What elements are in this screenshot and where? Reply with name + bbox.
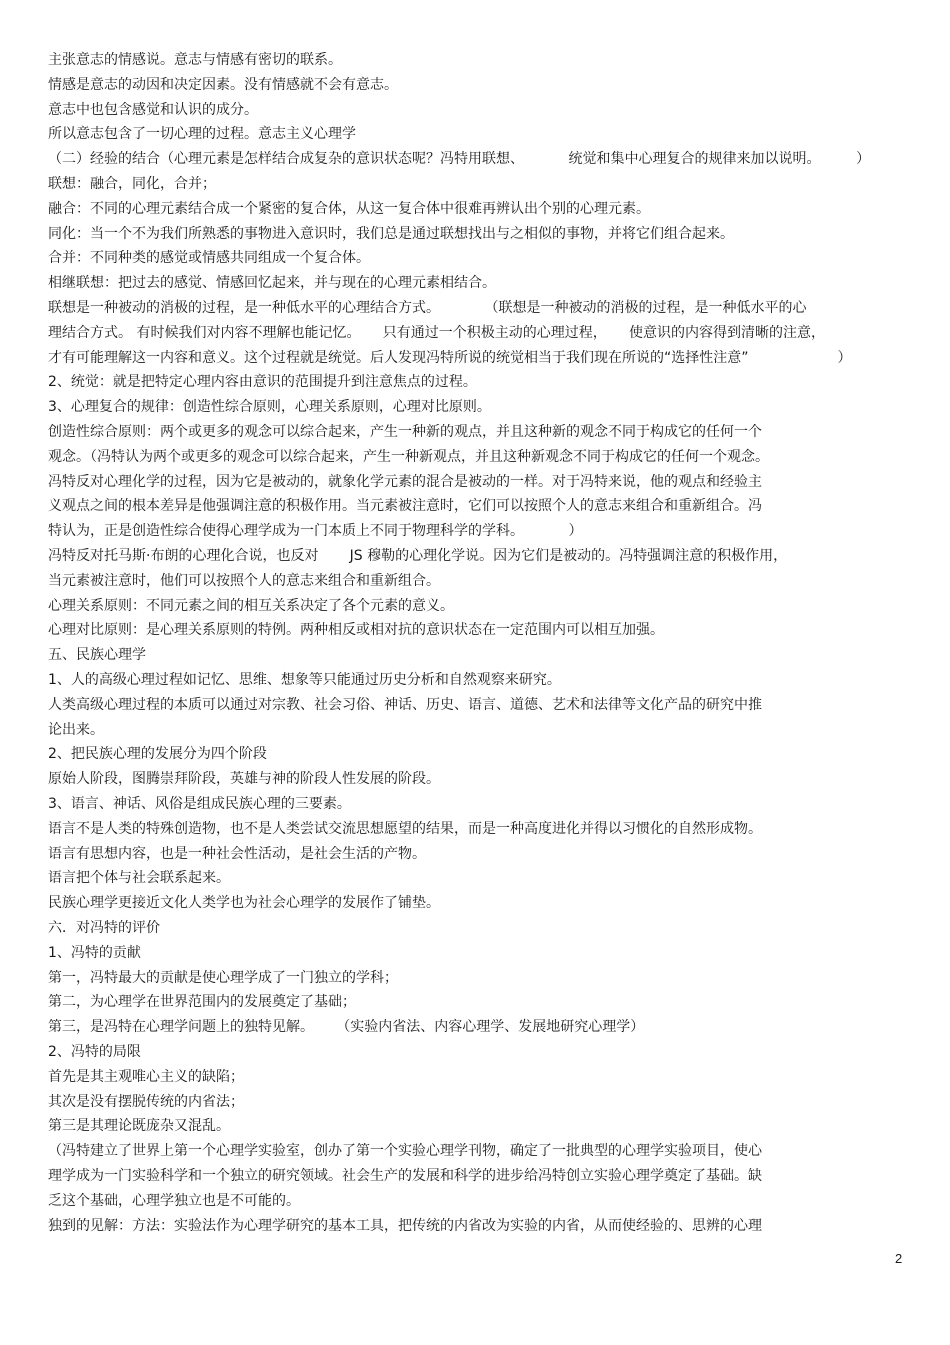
text-line: 论出来。: [48, 722, 104, 738]
text-line: 创造性综合原则：两个或更多的观念可以综合起来，产生一种新的观点，并且这种新的观念不同于构成它的任何一个: [48, 424, 762, 440]
text-line: 情感是意志的动因和决定因素。没有情感就不会有意志。: [48, 77, 398, 93]
text-line: 1、冯特的贡献: [48, 945, 141, 961]
text-line: 第一，冯特最大的贡献是使心理学成了一门独立的学科；: [48, 970, 398, 986]
text-line: 语言有思想内容，也是一种社会性活动，是社会生活的产物。: [48, 846, 426, 862]
text-line: 第三是其理论既庞杂又混乱。: [48, 1118, 230, 1134]
text-line: 所以意志包含了一切心理的过程。意志主义心理学: [48, 126, 356, 142]
text-line: 融合：不同的心理元素结合成一个紧密的复合体，从这一复合体中很难再辨认出个别的心理元素。: [48, 201, 650, 217]
text-line: 才有可能理解这一内容和意义。这个过程就是统觉。后人发现冯特所说的统觉相当于我们现在所说的“选择性注意” ）: [48, 350, 852, 366]
text-line: 观念。（冯特认为两个或更多的观念可以综合起来，产生一种新观点，并且这种新观念不同于构成它的任何一个观念。: [48, 449, 769, 465]
text-line: 当元素被注意时，他们可以按照个人的意志来组合和重新组合。: [48, 573, 440, 589]
text-line: 其次是没有摆脱传统的内省法；: [48, 1094, 244, 1110]
text-line: 人类高级心理过程的本质可以通过对宗教、社会习俗、神话、历史、语言、道德、艺术和法律等文化产品的研究中推: [48, 697, 762, 713]
text-line: （冯特建立了世界上第一个心理学实验室，创办了第一个实验心理学刊物，确定了一批典型的心理学实验项目，使心: [48, 1143, 762, 1159]
page-number: 2: [895, 1251, 903, 1266]
text-line: 语言把个体与社会联系起来。: [48, 870, 230, 886]
text-line: 原始人阶段，图腾崇拜阶段，英雄与神的阶段人性发展的阶段。: [48, 771, 440, 787]
text-line: 语言不是人类的特殊创造物，也不是人类尝试交流思想愿望的结果，而是一种高度进化并得以习惯化的自然形成物。: [48, 821, 762, 837]
text-line: 联想是一种被动的消极的过程，是一种低水平的心理结合方式。 （联想是一种被动的消极的过程，是一种低水平的心: [48, 300, 807, 316]
text-line: 五、民族心理学: [48, 647, 146, 663]
text-line: 心理对比原则：是心理关系原则的特例。两种相反或相对抗的意识状态在一定范围内可以相互加强。: [48, 622, 664, 638]
text-line: 义观点之间的根本差异是他强调注意的积极作用。当元素被注意时，它们可以按照个人的意志来组合和重新组合。冯: [48, 498, 762, 514]
text-line: 2、冯特的局限: [48, 1044, 141, 1060]
text-line: 心理关系原则：不同元素之间的相互关系决定了各个元素的意义。: [48, 598, 454, 614]
text-line: （二）经验的结合（心理元素是怎样结合成复杂的意识状态呢？冯特用联想、 统觉和集中心理复合的规律来加以说明。 ）: [48, 151, 871, 167]
text-line: 理结合方式。 有时候我们对内容不理解也能记忆。 只有通过一个积极主动的心理过程， 使意识的内容得到清晰的注意，: [48, 325, 825, 341]
text-line: 1、人的高级心理过程如记忆、思维、想象等只能通过历史分析和自然观察来研究。: [48, 672, 561, 688]
text-line: 第二，为心理学在世界范围内的发展奠定了基础；: [48, 994, 356, 1010]
text-line: 独到的见解：方法：实验法作为心理学研究的基本工具，把传统的内省改为实验的内省，从而使经验的、思辨的心理: [48, 1218, 762, 1234]
text-line: 主张意志的情感说。意志与情感有密切的联系。: [48, 52, 342, 68]
text-line: 2、把民族心理的发展分为四个阶段: [48, 746, 267, 762]
text-line: 意志中也包含感觉和认识的成分。: [48, 102, 258, 118]
text-line: 首先是其主观唯心主义的缺陷；: [48, 1069, 244, 1085]
text-line: 联想：融合，同化，合并；: [48, 176, 216, 192]
text-line: 六．对冯特的评价: [48, 920, 160, 936]
text-line: 冯特反对心理化学的过程，因为它是被动的，就象化学元素的混合是被动的一样。对于冯特来说，他的观点和经验主: [48, 474, 762, 490]
text-line: 合并：不同种类的感觉或情感共同组成一个复合体。: [48, 250, 370, 266]
text-line: 乏这个基础，心理学独立也是不可能的。: [48, 1193, 300, 1209]
text-line: 相继联想：把过去的感觉、情感回忆起来，并与现在的心理元素相结合。: [48, 275, 496, 291]
text-line: 第三，是冯特在心理学问题上的独特见解。 （实验内省法、内容心理学、发展地研究心理学）: [48, 1019, 645, 1035]
text-line: 同化：当一个不为我们所熟悉的事物进入意识时，我们总是通过联想找出与之相似的事物，并将它们组合起来。: [48, 226, 734, 242]
text-line: 3、心理复合的规律：创造性综合原则，心理关系原则，心理对比原则。: [48, 399, 491, 415]
text-line: 理学成为一门实验科学和一个独立的研究领域。社会生产的发展和科学的进步给冯特创立实验心理学奠定了基础。缺: [48, 1168, 762, 1184]
text-line: 冯特反对托马斯·布朗的心理化合说，也反对 JS 穆勒的心理化学说。因为它们是被动的。冯特强调注意的积极作用，: [48, 548, 788, 564]
text-line: 2、统觉：就是把特定心理内容由意识的范围提升到注意焦点的过程。: [48, 374, 477, 390]
text-line: 特认为，正是创造性综合使得心理学成为一门本质上不同于物理科学的学科。 ）: [48, 523, 583, 539]
text-line: 3、语言、神话、风俗是组成民族心理的三要素。: [48, 796, 351, 812]
text-line: 民族心理学更接近文化人类学也为社会心理学的发展作了铺垫。: [48, 895, 440, 911]
